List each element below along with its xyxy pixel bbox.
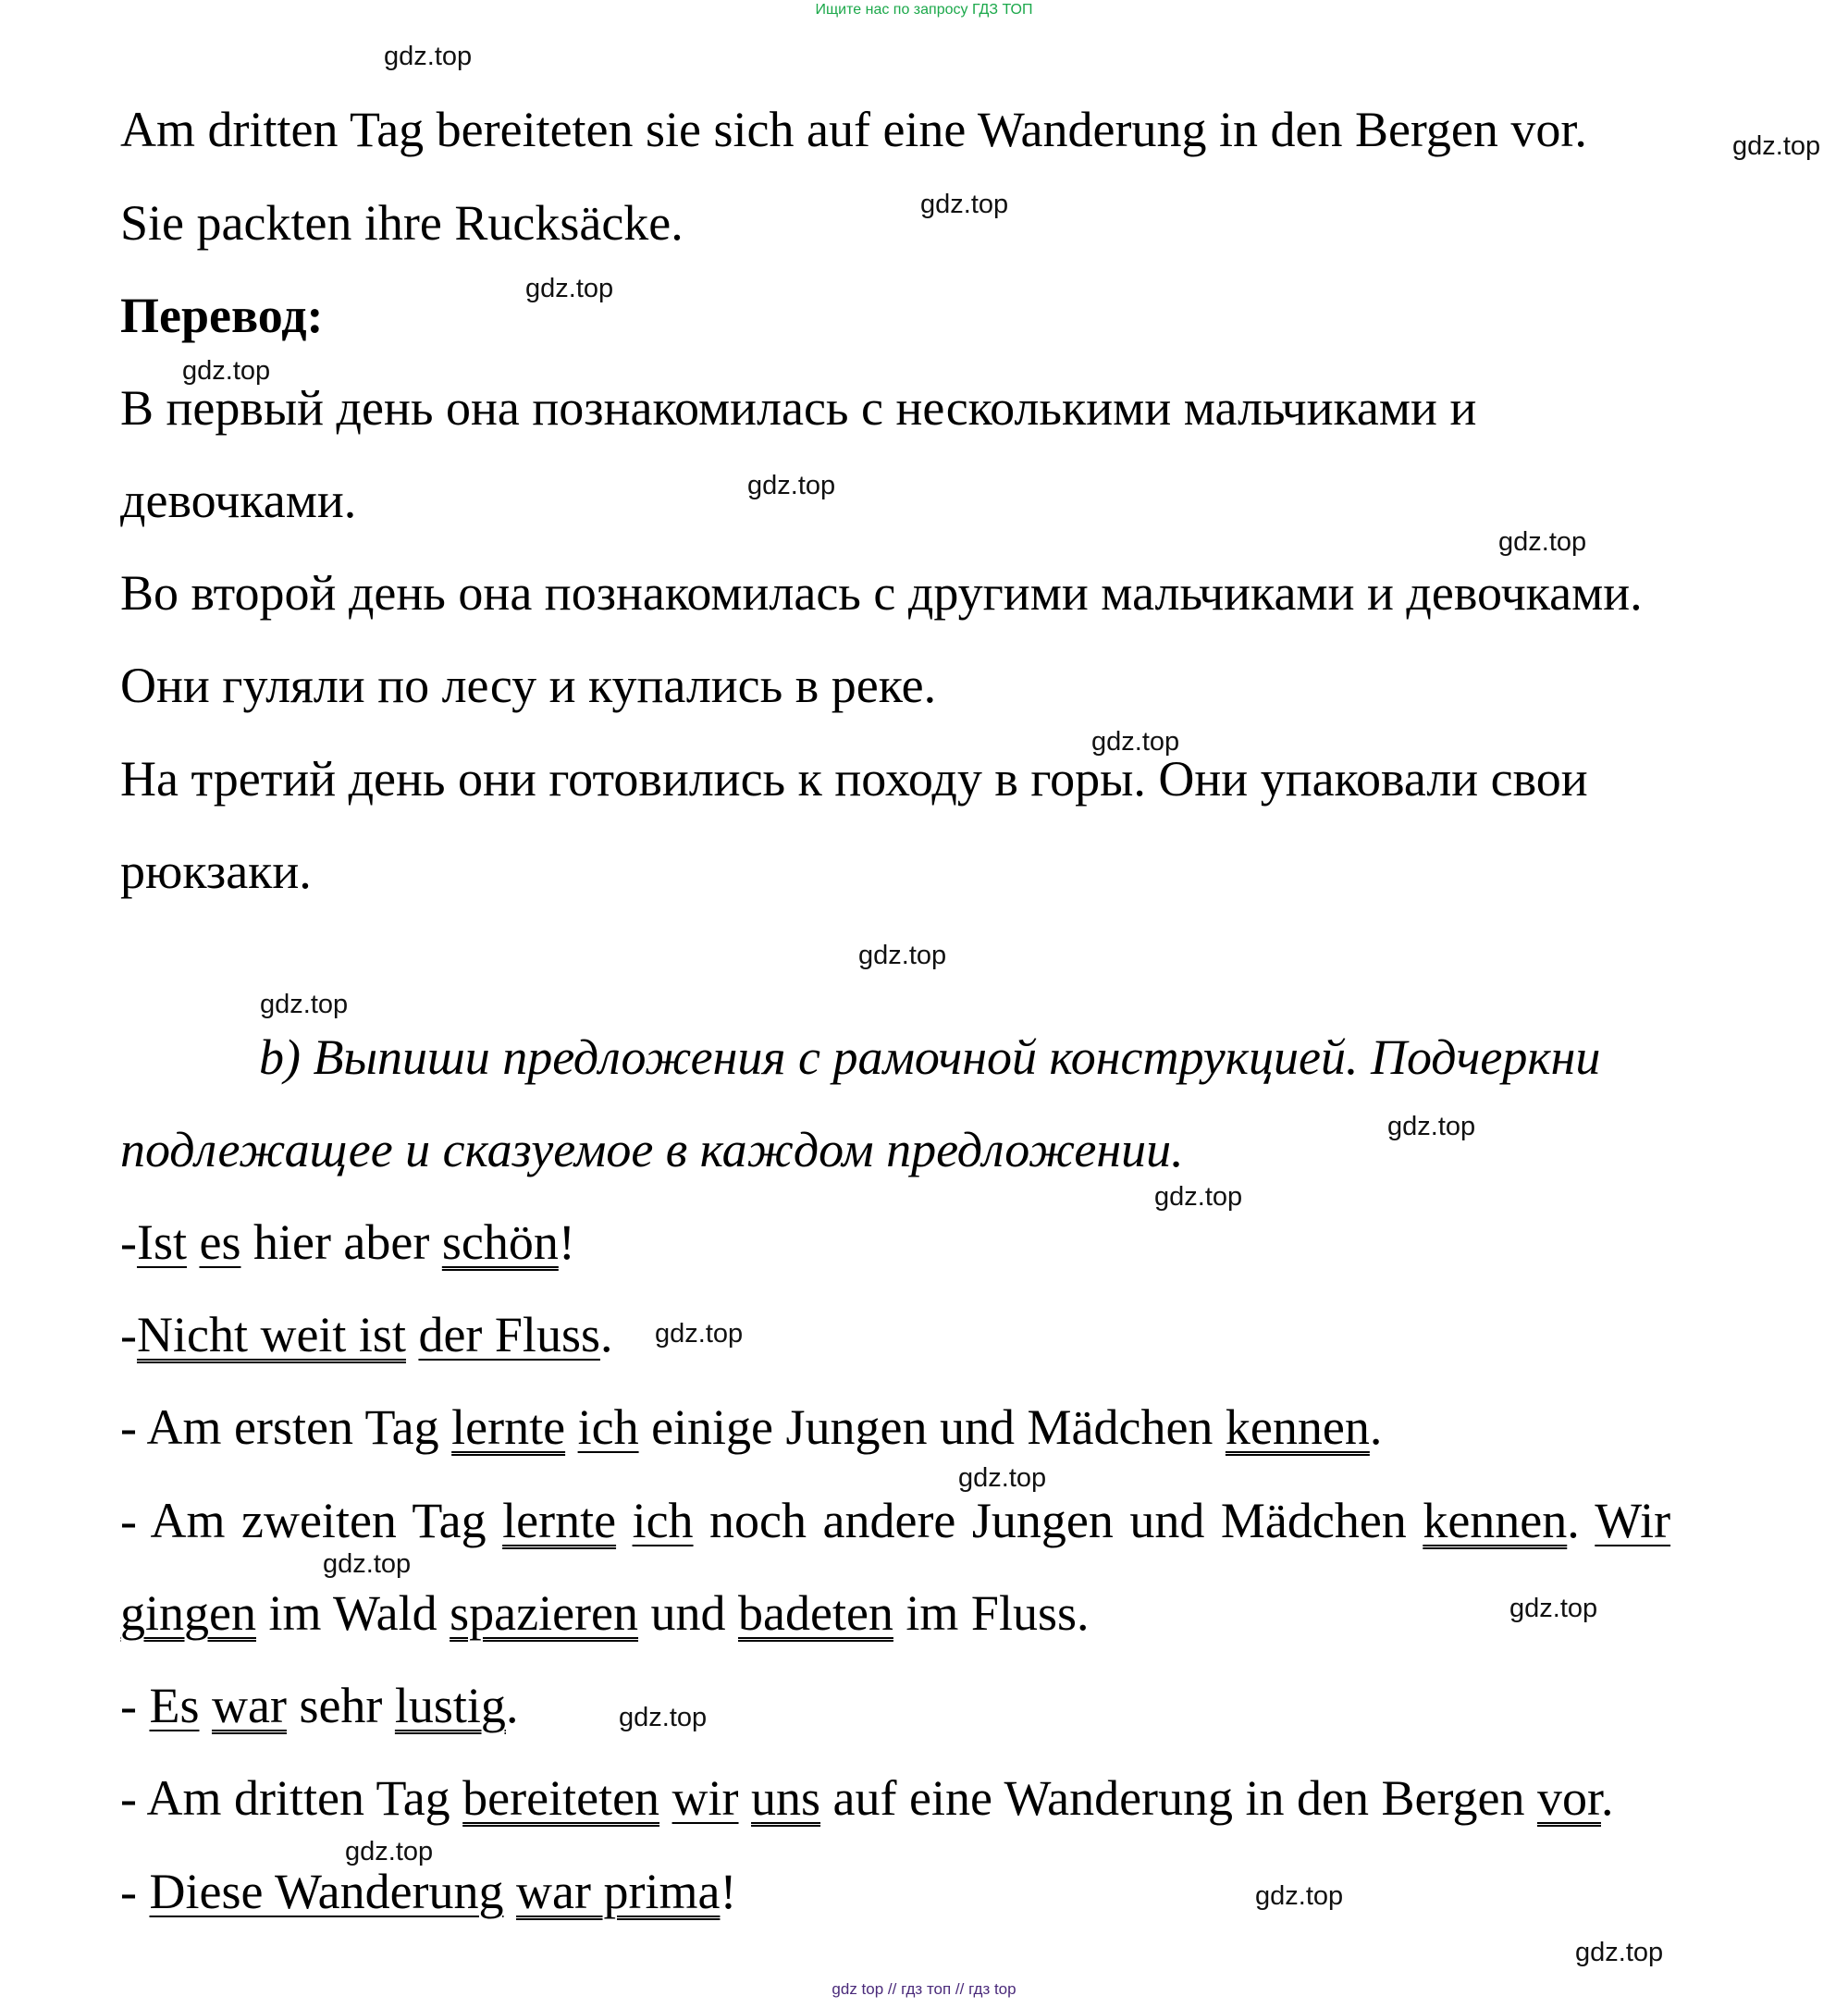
- subject: ich: [632, 1493, 694, 1548]
- predicate-part: vor: [1536, 1770, 1601, 1826]
- predicate-part: uns: [751, 1770, 821, 1826]
- watermark: gdz.top: [525, 274, 614, 303]
- translation-line: рюкзаки.: [120, 844, 312, 899]
- translation-line: Во второй день она познакомилась с другими мальчиками и девочками.: [120, 565, 1643, 621]
- predicate: gingen: [120, 1585, 256, 1641]
- predicate-part: spazieren: [450, 1585, 639, 1641]
- task-b-line: подлежащее и сказуемое в каждом предложении.: [120, 1122, 1184, 1177]
- watermark: gdz.top: [323, 1549, 412, 1579]
- footer-banner: gdz top // гдз топ // гдз top: [832, 1980, 1016, 1998]
- translation-line: девочками.: [120, 473, 357, 528]
- predicate-part: kennen: [1225, 1399, 1370, 1455]
- sentence: - Am ersten Tag lernte ich einige Jungen und Mädchen kennen.: [120, 1399, 1383, 1455]
- german-line: Am dritten Tag bereiteten sie sich auf eine Wanderung in den Bergen vor.: [120, 102, 1587, 157]
- sentence: -Nicht weit ist der Fluss.: [120, 1307, 613, 1362]
- watermark: gdz.top: [1154, 1182, 1243, 1212]
- watermark: gdz.top: [920, 190, 1009, 219]
- watermark: gdz.top: [1575, 1938, 1664, 1967]
- subject: es: [199, 1214, 241, 1270]
- watermark: gdz.top: [1498, 527, 1587, 557]
- predicate-part: lustig: [394, 1678, 506, 1733]
- predicate: bereiteten: [462, 1770, 660, 1826]
- translation-line: На третий день они готовились к походу в горы. Они упаковали свои: [120, 751, 1588, 807]
- predicate: lernte: [502, 1493, 617, 1548]
- watermark: gdz.top: [1732, 131, 1821, 161]
- predicate: lernte: [451, 1399, 566, 1455]
- watermark: gdz.top: [1387, 1112, 1476, 1141]
- task-b-line: b) Выпиши предложения с рамочной конструкцией. Подчеркни: [259, 1029, 1601, 1085]
- sentence: - Es war sehr lustig.: [120, 1678, 519, 1733]
- subject: wir: [671, 1770, 739, 1826]
- watermark: gdz.top: [747, 471, 836, 500]
- subject: Diese Wanderung: [149, 1864, 504, 1919]
- watermark: gdz.top: [1509, 1594, 1598, 1623]
- translation-heading: Перевод:: [120, 288, 324, 343]
- predicate-part: schön: [441, 1214, 559, 1270]
- sentence: - Am dritten Tag bereiteten wir uns auf eine Wanderung in den Bergen vor.: [120, 1770, 1614, 1826]
- predicate: war: [211, 1678, 287, 1733]
- predicate: war prima: [516, 1864, 721, 1919]
- sentence: -Ist es hier aber schön!: [120, 1214, 575, 1270]
- translation-line: В первый день она познакомилась с несколькими мальчиками и: [120, 380, 1477, 436]
- predicate-part: kennen: [1423, 1493, 1568, 1548]
- sentence: gingen im Wald spazieren und badeten im Fluss.: [120, 1585, 1090, 1641]
- watermark: gdz.top: [858, 941, 947, 970]
- watermark: gdz.top: [384, 42, 473, 71]
- subject: der Fluss: [418, 1307, 600, 1362]
- subject: Wir: [1595, 1493, 1671, 1548]
- translation-line: Они гуляли по лесу и купались в реке.: [120, 658, 937, 713]
- sentence: - Diese Wanderung war prima!: [120, 1864, 737, 1919]
- german-line: Sie packten ihre Rucksäcke.: [120, 195, 684, 251]
- watermark: gdz.top: [182, 356, 271, 386]
- watermark: gdz.top: [1091, 727, 1180, 757]
- predicate: badeten: [738, 1585, 893, 1641]
- predicate: Nicht weit ist: [136, 1307, 406, 1362]
- watermark: gdz.top: [345, 1837, 434, 1866]
- watermark: gdz.top: [958, 1463, 1047, 1493]
- subject: ich: [577, 1399, 639, 1455]
- watermark: gdz.top: [260, 990, 349, 1019]
- watermark: gdz.top: [1255, 1881, 1344, 1911]
- sentence: - Am zweiten Tag lernte ich noch andere Jungen und Mädchen kennen. Wir: [120, 1493, 1671, 1548]
- watermark: gdz.top: [619, 1703, 708, 1732]
- subject: Es: [149, 1678, 200, 1733]
- predicate: Ist: [136, 1214, 187, 1270]
- watermark: gdz.top: [655, 1319, 744, 1349]
- header-banner: Ищите нас по запросу ГДЗ ТОП: [815, 2, 1033, 18]
